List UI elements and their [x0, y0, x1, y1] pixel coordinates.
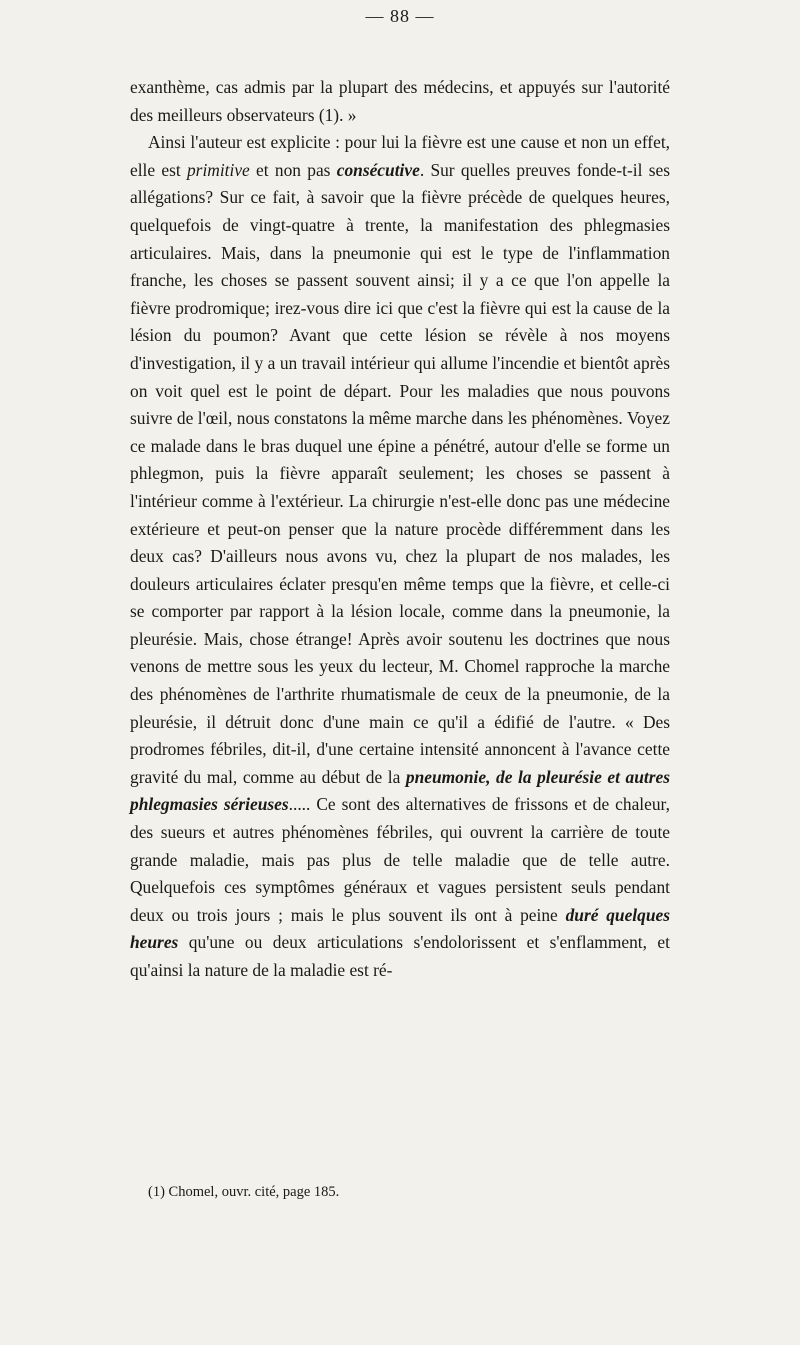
- emphasis-text: consécutive: [336, 159, 420, 180]
- emphasis-text: pneumonie, de la pleurésie et autres phlegmasies sérieuses: [130, 766, 670, 815]
- text-run: ..... Ce sont des alternatives de frissons et de chaleur, des sueurs et autres phénomènes fébriles, qui ouvrent la carrière de toute grande maladie, mais pas plus de telle maladie que de telle autre. Quelquefois ces symptômes généraux et vagues persistent seuls pendant deux ou trois jours ; mais le plus souvent ils ont à peine: [130, 794, 670, 925]
- paragraph: [130, 74, 670, 129]
- text-run: exanthème, cas admis par la plupart des médecins, et appuyés sur l'autorité des meilleurs observateurs (1). »: [130, 77, 670, 125]
- page-number: — 88 —: [365, 6, 435, 26]
- text-run: et non pas: [249, 159, 337, 180]
- emphasis-text: duré quelques heures: [130, 904, 670, 953]
- paragraph: [130, 129, 670, 984]
- emphasis-text: primitive: [186, 159, 250, 180]
- body-text: [130, 74, 670, 985]
- text-run: Ainsi l'auteur est explicite : pour lui la fièvre est une cause et non un effet, elle est: [130, 132, 670, 180]
- footnote: (1) Chomel, ouvr. cité, page 185.: [148, 1184, 340, 1200]
- text-run: . Sur quelles preuves fonde-t-il ses allégations? Sur ce fait, à savoir que la fièvre précède de quelques heures, quelquefois de vingt-quatre à trente, la manifestation des phlegmasies articulaires. Mais, dans la pneumonie qui est le type de l'inflammation franche, les choses se passent souvent ainsi; il y a ce que l'on appelle la fièvre prodromique; irez-vous dire ici que c'est la fièvre qui est la cause de la lésion du poumon? Avant que cette lésion se révèle à nos moyens d'investigation, il y a un travail intérieur qui allume l'incendie et bientôt après on voit quel est le point de départ. Pour les maladies que nous pouvons suivre de l'œil, nous constatons la même marche dans les phénomènes. Voyez ce malade dans le bras duquel une épine a pénétré, autour d'elle se forme un phlegmon, puis la fièvre apparaît seulement; les choses se passent à l'intérieur comme à l'extérieur. La chirurgie n'est-elle donc pas une médecine extérieure et peut-on penser que la nature procède différemment dans les deux cas? D'ailleurs nous avons vu, chez la plupart de nos malades, les douleurs articulaires éclater presqu'en même temps que la fièvre, et celle-ci se comporter par rapport à la lésion locale, comme dans la pneumonie, la pleurésie. Mais, chose étrange! Après avoir soutenu les doctrines que nous venons de mettre sous les yeux du lecteur, M. Chomel rapproche la marche des phénomènes de l'arthrite rhumatismale de ceux de la pneumonie, de la pleurésie, il détruit donc d'une main ce qu'il a édifié de l'autre. « Des prodromes fébriles, dit-il, d'une certaine intensité annoncent à l'avance cette gravité du mal, comme au début de la: [130, 159, 670, 787]
- text-run: qu'une ou deux articulations s'endolorissent et s'enflamment, et qu'ainsi la nature de la maladie est ré-: [130, 932, 670, 980]
